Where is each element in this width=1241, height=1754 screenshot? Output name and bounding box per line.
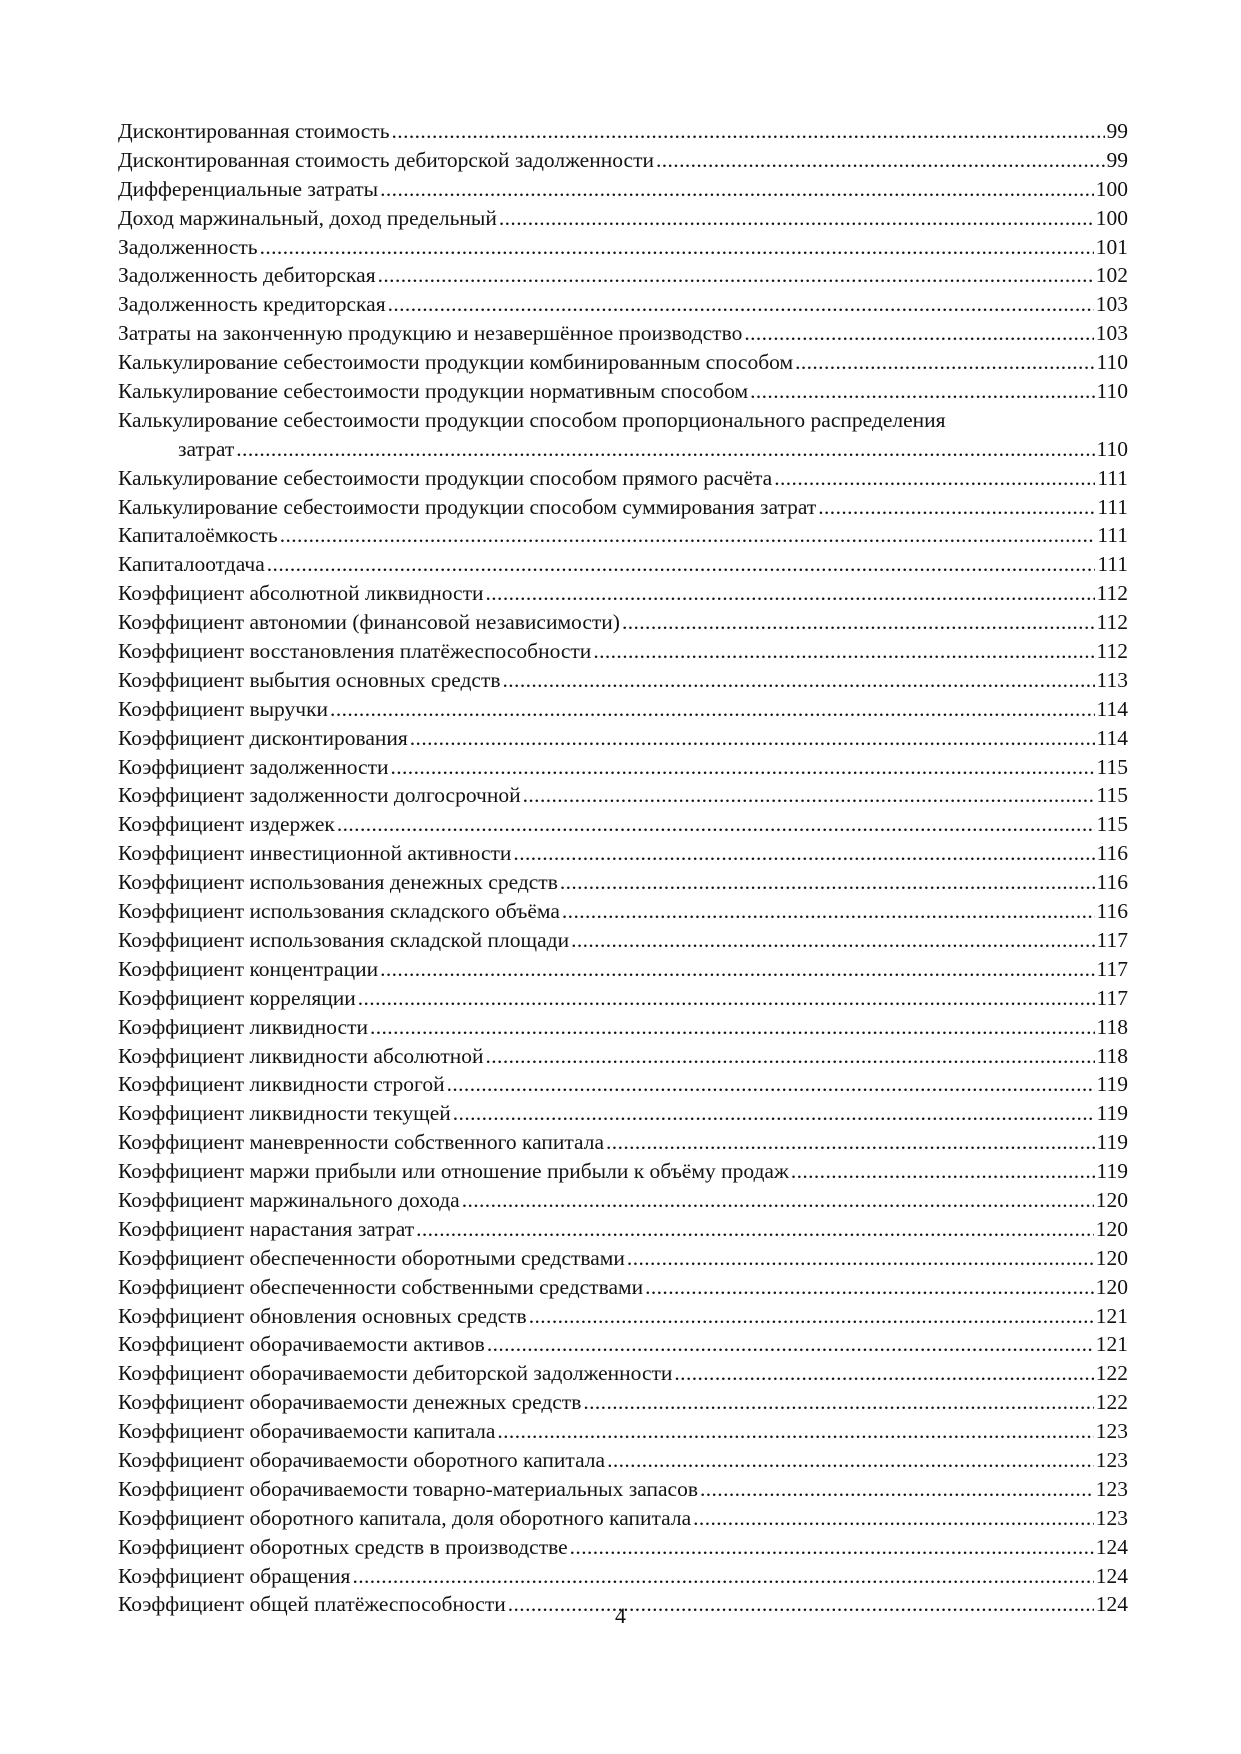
toc-entry[interactable]: [118, 1359, 1128, 1388]
toc-entry-title: Коэффициент задолженности долгосрочной: [118, 783, 521, 808]
toc-entry-title: Коэффициент маржинального дохода: [118, 1187, 460, 1212]
toc-entry-page: 113: [1096, 667, 1128, 692]
toc-entry[interactable]: [118, 493, 1128, 522]
toc-entry[interactable]: [118, 1417, 1128, 1446]
toc-entry-page: 116: [1096, 899, 1128, 924]
toc-entry-page: 124: [1095, 1563, 1128, 1588]
toc-entry-title: Коэффициент оборачиваемости дебиторской задолженности: [118, 1361, 673, 1386]
dot-leader: [260, 233, 1094, 262]
toc-entry-title: Коэффициент ликвидности строгой: [118, 1072, 445, 1097]
toc-entry-page: 119: [1096, 1072, 1128, 1097]
toc-entry[interactable]: [118, 753, 1128, 782]
toc-entry[interactable]: [118, 984, 1128, 1013]
toc-entry-title: Коэффициент обращения: [118, 1563, 351, 1588]
toc-entry-page: 117: [1096, 956, 1128, 981]
toc-entry-page: 114: [1096, 725, 1128, 750]
dot-leader: [370, 1013, 1095, 1042]
dot-leader: [529, 1302, 1094, 1331]
dot-leader: [392, 117, 1105, 146]
dot-leader: [390, 753, 1094, 782]
toc-entry-title: Коэффициент задолженности: [118, 754, 389, 779]
toc-entry[interactable]: [118, 1186, 1128, 1215]
toc-entry[interactable]: [118, 579, 1128, 608]
toc-entry[interactable]: [118, 348, 1128, 377]
dot-leader: [622, 608, 1095, 637]
toc-entry-page: 118: [1096, 1043, 1128, 1068]
dot-leader: [593, 637, 1094, 666]
toc-entry-title: Дисконтированная стоимость дебиторской задолженности: [118, 147, 654, 172]
toc-entry[interactable]: [118, 550, 1128, 579]
toc-entry-title: Коэффициент оборачиваемости товарно-материальных запасов: [118, 1476, 698, 1501]
dot-leader: [674, 1359, 1093, 1388]
toc-entry-title-cont: затрат: [178, 436, 235, 461]
toc-entry-title: Калькулирование себестоимости продукции способом суммирования затрат: [118, 494, 817, 519]
toc-entry[interactable]: [118, 724, 1128, 753]
toc-entry-title: Задолженность дебиторская: [118, 263, 376, 288]
toc-entry-page: 121: [1095, 1303, 1128, 1328]
dot-leader: [462, 1186, 1094, 1215]
toc-entry-page: 114: [1096, 696, 1128, 721]
dot-leader: [560, 868, 1095, 897]
dot-leader: [447, 1070, 1095, 1099]
dot-leader: [693, 1504, 1094, 1533]
dot-leader: [656, 146, 1105, 175]
toc-entry-title: Коэффициент выбытия основных средств: [118, 667, 501, 692]
toc-entry-page: 102: [1095, 263, 1128, 288]
toc-entry-page: 111: [1097, 523, 1128, 548]
toc-entry-title: Коэффициент маневренности собственного капитала: [118, 1130, 605, 1155]
toc-entry[interactable]: [118, 926, 1128, 955]
toc-entry-title: Коэффициент общей платёжеспособности: [118, 1592, 506, 1617]
toc-entry[interactable]: [118, 261, 1128, 290]
dot-leader: [486, 1042, 1095, 1071]
toc-entry-title: Дисконтированная стоимость: [118, 119, 390, 143]
toc-entry[interactable]: [118, 781, 1128, 810]
toc-entry-page: 101: [1095, 234, 1128, 259]
toc-entry-page: 115: [1096, 783, 1128, 808]
toc-entry-title: Капиталоёмкость: [118, 523, 278, 548]
toc-entry[interactable]: [118, 1475, 1128, 1504]
dot-leader: [453, 1099, 1095, 1128]
dot-leader: [358, 984, 1095, 1013]
toc-entry[interactable]: [118, 464, 1128, 493]
dot-leader: [337, 810, 1095, 839]
toc-entry-title: Коэффициент ликвидности текущей: [118, 1101, 451, 1126]
toc-entry-title: Коэффициент инвестиционной активности: [118, 841, 512, 866]
dot-leader: [487, 1330, 1094, 1359]
toc-entry-title: Коэффициент нарастания затрат: [118, 1216, 415, 1241]
toc-entry-page: 112: [1096, 581, 1128, 606]
dot-leader: [267, 550, 1096, 579]
toc-entry-page: 110: [1096, 436, 1128, 461]
toc-entry-page: 115: [1096, 812, 1128, 837]
dot-leader: [388, 290, 1094, 319]
toc-entry-page: 120: [1095, 1245, 1128, 1270]
toc-entry-page: 120: [1095, 1274, 1128, 1299]
toc-entry-title: Доход маржинальный, доход предельный: [118, 205, 497, 230]
toc-entry[interactable]: [118, 435, 1128, 464]
dot-leader: [523, 781, 1095, 810]
dot-leader: [606, 1128, 1095, 1157]
toc-entry-title: Коэффициент оборотных средств в производстве: [118, 1534, 568, 1559]
toc-entry[interactable]: [118, 1388, 1128, 1417]
toc-entry-title: Задолженность: [118, 234, 258, 259]
toc-entry-title: Коэффициент использования складского объёма: [118, 899, 560, 924]
toc-entry-page: 110: [1096, 379, 1128, 404]
toc-entry-page: 122: [1095, 1361, 1128, 1386]
toc-entry[interactable]: [118, 839, 1128, 868]
toc-entry-title: Коэффициент дисконтирования: [118, 725, 408, 750]
toc-entry-title: Коэффициент восстановления платёжеспособности: [118, 639, 592, 664]
toc-entry-title: Коэффициент использования денежных средств: [118, 870, 558, 895]
toc-entry-page: 117: [1096, 985, 1128, 1010]
toc-entry-title: Затраты на законченную продукцию и незавершённое производство: [118, 321, 743, 346]
dot-leader: [380, 175, 1094, 204]
dot-leader: [562, 897, 1095, 926]
dot-leader: [818, 493, 1095, 522]
dot-leader: [750, 377, 1094, 406]
toc-entry-page: 122: [1095, 1390, 1128, 1415]
dot-leader: [791, 1157, 1095, 1186]
toc-entry[interactable]: [118, 1215, 1128, 1244]
toc-entry[interactable]: [118, 1099, 1128, 1128]
toc-entry[interactable]: [118, 1533, 1128, 1562]
toc-entry[interactable]: [118, 868, 1128, 897]
page-number: 4: [615, 1603, 626, 1628]
toc-entry[interactable]: [118, 319, 1128, 348]
toc-entry[interactable]: [118, 897, 1128, 926]
toc-entry-page: 124: [1095, 1534, 1128, 1559]
toc-entry[interactable]: [118, 1157, 1128, 1186]
dot-leader: [583, 1388, 1093, 1417]
toc-entry[interactable]: [118, 377, 1128, 406]
toc-entry[interactable]: [118, 1273, 1128, 1302]
dot-leader: [486, 579, 1095, 608]
toc-entry-page: 119: [1096, 1130, 1128, 1155]
toc-entry-title: Коэффициент абсолютной ликвидности: [118, 581, 484, 606]
dot-leader: [627, 1244, 1094, 1273]
toc-entry-page: 103: [1095, 321, 1128, 346]
dot-leader: [607, 1446, 1094, 1475]
toc-entry[interactable]: [118, 175, 1128, 204]
toc-entry-page: 123: [1095, 1476, 1128, 1501]
toc-entry-page: 120: [1095, 1187, 1128, 1212]
dot-leader: [378, 261, 1094, 290]
toc-entry[interactable]: [118, 146, 1128, 175]
dot-leader: [570, 1533, 1094, 1562]
dot-leader: [499, 204, 1094, 233]
toc-entry-title: Задолженность кредиторская: [118, 292, 386, 317]
dot-leader: [774, 464, 1095, 493]
toc-entry[interactable]: [118, 1042, 1128, 1071]
toc-entry-title: Калькулирование себестоимости продукции способом пропорционального распределения: [118, 407, 946, 432]
dot-leader: [416, 1215, 1094, 1244]
toc-entry-title: Коэффициент оборотного капитала, доля оборотного капитала: [118, 1505, 692, 1530]
toc-entry[interactable]: [118, 1446, 1128, 1475]
toc-entry[interactable]: [118, 233, 1128, 262]
toc-entry[interactable]: [118, 637, 1128, 666]
toc-entry[interactable]: [118, 608, 1128, 637]
toc-entry-title: Коэффициент обновления основных средств: [118, 1303, 527, 1328]
toc-entry-title: Дифференциальные затраты: [118, 176, 379, 201]
toc-entry-page: 111: [1097, 465, 1128, 490]
dot-leader: [503, 666, 1095, 695]
toc-entry[interactable]: [118, 521, 1128, 550]
toc-entry-title: Коэффициент оборачиваемости активов: [118, 1332, 485, 1357]
toc-entry-title: Коэффициент оборачиваемости капитала: [118, 1419, 496, 1444]
toc-entry-page: 110: [1096, 350, 1128, 375]
toc-entry-page: 99: [1106, 119, 1128, 143]
toc-entry[interactable]: [118, 204, 1128, 233]
toc-entry-page: 120: [1095, 1216, 1128, 1241]
toc-entry-page: 123: [1095, 1447, 1128, 1472]
toc-entry[interactable]: [118, 1244, 1128, 1273]
toc-entry-title: Коэффициент издержек: [118, 812, 335, 837]
toc-entry-page: 123: [1095, 1419, 1128, 1444]
toc-entry-title: Коэффициент оборачиваемости оборотного капитала: [118, 1447, 606, 1472]
toc-entry-page: 100: [1095, 205, 1128, 230]
dot-leader: [645, 1273, 1094, 1302]
toc-entry-page: 112: [1096, 610, 1128, 635]
dot-leader: [744, 319, 1093, 348]
toc-entry[interactable]: [118, 1562, 1128, 1591]
toc-entry-title: Коэффициент автономии (финансовой независимости): [118, 610, 620, 635]
toc-entry[interactable]: [118, 1330, 1128, 1359]
dot-leader: [497, 1417, 1093, 1446]
toc-entry-title: Коэффициент концентрации: [118, 956, 379, 981]
toc-entry[interactable]: [118, 810, 1128, 839]
toc-entry-title: Коэффициент обеспеченности собственными средствами: [118, 1274, 644, 1299]
toc-entry-page: 118: [1096, 1014, 1128, 1039]
dot-leader: [571, 926, 1094, 955]
toc-entry[interactable]: [118, 955, 1128, 984]
toc-entry-page: 100: [1095, 176, 1128, 201]
dot-leader: [795, 348, 1094, 377]
dot-leader: [330, 695, 1095, 724]
toc-entry-title: Коэффициент ликвидности абсолютной: [118, 1043, 484, 1068]
toc-entry-title: Коэффициент выручки: [118, 696, 329, 721]
toc-entry[interactable]: [118, 666, 1128, 695]
toc-entry-title: Коэффициент оборачиваемости денежных средств: [118, 1390, 582, 1415]
toc-entry-page: 103: [1095, 292, 1128, 317]
toc-entry-page: 111: [1097, 552, 1128, 577]
toc-entry-page: 111: [1097, 494, 1128, 519]
toc-entry-title: Калькулирование себестоимости продукции комбинированным способом: [118, 350, 794, 375]
toc-entry-page: 112: [1096, 639, 1128, 664]
toc-entry-page: 119: [1096, 1101, 1128, 1126]
dot-leader: [352, 1562, 1093, 1591]
dot-leader: [236, 435, 1094, 464]
table-of-contents: [118, 117, 1128, 1619]
toc-entry-title: Коэффициент обеспеченности оборотными средствами: [118, 1245, 625, 1270]
toc-entry-title: Коэффициент ликвидности: [118, 1014, 368, 1039]
toc-entry[interactable]: [118, 1128, 1128, 1157]
toc-entry-title: Коэффициент использования складской площади: [118, 927, 570, 952]
toc-entry-title: Калькулирование себестоимости продукции способом прямого расчёта: [118, 465, 773, 490]
toc-entry-title: Коэффициент корреляции: [118, 985, 356, 1010]
dot-leader: [380, 955, 1094, 984]
toc-entry-page: 115: [1096, 754, 1128, 779]
toc-entry-page: 123: [1095, 1505, 1128, 1530]
toc-entry-page: 116: [1096, 870, 1128, 895]
toc-entry[interactable]: [118, 1013, 1128, 1042]
dot-leader: [410, 724, 1095, 753]
dot-leader: [700, 1475, 1094, 1504]
toc-entry[interactable]: [118, 695, 1128, 724]
toc-entry[interactable]: [118, 290, 1128, 319]
toc-entry-title: Капиталоотдача: [118, 552, 265, 577]
toc-entry-page: 124: [1095, 1592, 1128, 1617]
dot-leader: [280, 521, 1096, 550]
toc-entry-title: Коэффициент маржи прибыли или отношение прибыли к объёму продаж: [118, 1159, 789, 1184]
toc-entry-page: 121: [1095, 1332, 1128, 1357]
toc-entry[interactable]: [118, 1070, 1128, 1099]
toc-entry-page: 99: [1106, 147, 1128, 172]
toc-entry[interactable]: [118, 1504, 1128, 1533]
dot-leader: [513, 839, 1094, 868]
toc-entry-title: Калькулирование себестоимости продукции нормативным способом: [118, 379, 749, 404]
toc-entry-page: 117: [1096, 927, 1128, 952]
toc-entry[interactable]: [118, 117, 1128, 146]
toc-entry-page: 116: [1096, 841, 1128, 866]
toc-entry[interactable]: [118, 1302, 1128, 1331]
toc-entry-page: 119: [1096, 1159, 1128, 1184]
